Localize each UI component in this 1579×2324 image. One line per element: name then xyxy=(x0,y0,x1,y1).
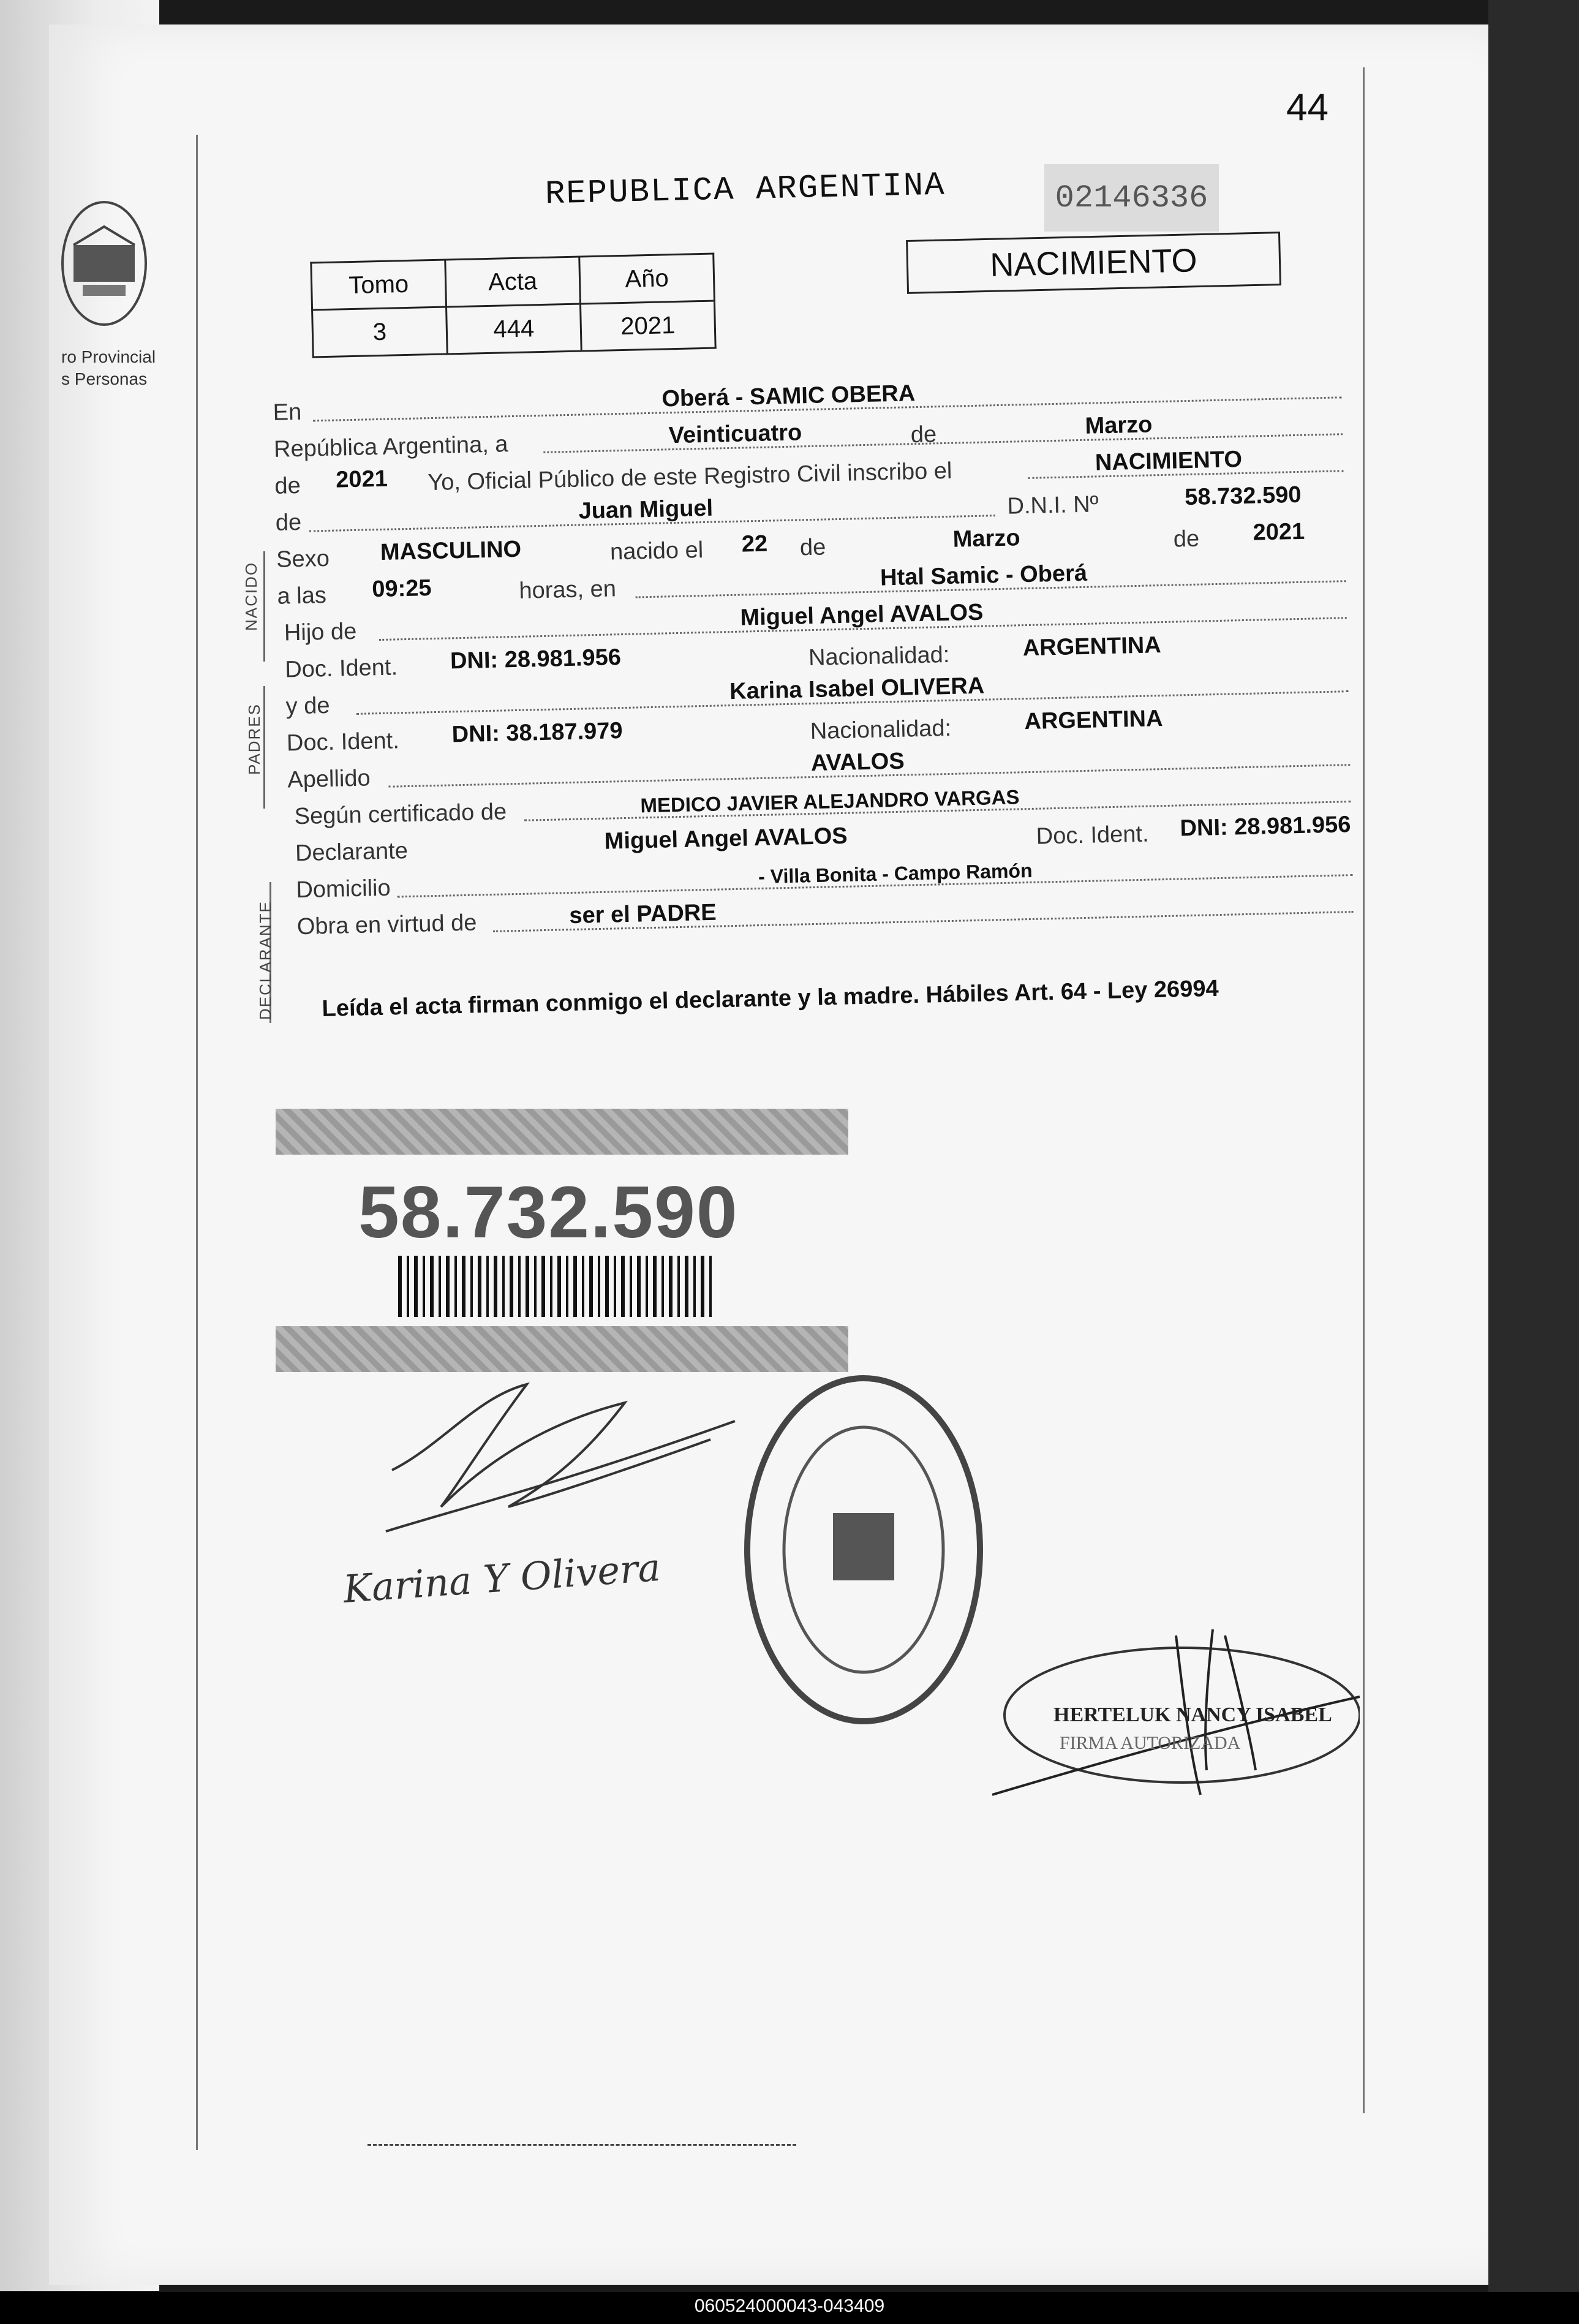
birth-year: 2021 xyxy=(1253,518,1305,546)
declarante-doc: DNI: 28.981.956 xyxy=(1180,812,1351,842)
declarante-doc-label: Doc. Ident. xyxy=(1036,821,1149,850)
ano-value: 2021 xyxy=(580,301,715,351)
registration-year: 2021 xyxy=(335,466,388,493)
registry-table xyxy=(310,253,716,358)
obra-label: Obra en virtud de xyxy=(296,910,477,940)
padres-side-label: PADRES xyxy=(245,703,263,775)
document-title: REPUBLICA ARGENTINA xyxy=(545,167,946,214)
birth-place: Htal Samic - Oberá xyxy=(880,560,1088,591)
nacido-bracket xyxy=(263,551,265,662)
act-value: NACIMIENTO xyxy=(1095,447,1243,476)
closing-statement: Leída el acta firman conmigo el declarante y la madre. Hábiles Art. 64 - Ley 26994 xyxy=(322,975,1219,1022)
hijo-label: Hijo de xyxy=(284,618,357,646)
dni-sticker xyxy=(276,1109,848,1372)
father-doc-label: Doc. Ident. xyxy=(284,654,398,683)
de2-label: de xyxy=(275,509,302,536)
barcode-icon xyxy=(398,1256,717,1317)
declarante-side-label: DECLARANTE xyxy=(256,900,274,1020)
en-label: En xyxy=(273,399,302,426)
dni-label: D.N.I. Nº xyxy=(1007,491,1099,519)
serial-number: 02146336 xyxy=(1044,164,1219,232)
declarante-label: Declarante xyxy=(295,838,409,867)
mother-nat-label: Nacionalidad: xyxy=(810,715,952,745)
nacido-label: nacido el xyxy=(609,537,704,565)
seal-caption-line2: s Personas xyxy=(61,369,148,388)
seal-caption-line1: ro Provincial xyxy=(61,347,156,366)
apellido-label: Apellido xyxy=(287,765,371,793)
authorized-name: HERTELUK NANCY ISABEL xyxy=(1053,1703,1332,1726)
domicilio-value: - Villa Bonita - Campo Ramón xyxy=(758,859,1033,888)
registration-month: Marzo xyxy=(1085,412,1153,439)
authorized-title: FIRMA AUTORIZADA xyxy=(1060,1733,1241,1753)
father-nat-label: Nacionalidad: xyxy=(808,641,950,671)
mother-name: Karina Isabel OLIVERA xyxy=(729,673,985,705)
dni-sticker-number: 58.732.590 xyxy=(358,1171,739,1253)
sexo-label: Sexo xyxy=(276,545,330,573)
frame-left-rule xyxy=(196,135,198,2150)
apellido-value: AVALOS xyxy=(810,748,905,777)
record-lines xyxy=(269,368,1360,943)
mother-nationality: ARGENTINA xyxy=(1024,706,1163,735)
act-type-box: NACIMIENTO xyxy=(906,232,1281,294)
cert-label: Según certificado de xyxy=(294,799,507,830)
father-nationality: ARGENTINA xyxy=(1022,632,1162,662)
dni-sticker-band-top xyxy=(276,1109,848,1155)
ano-header: Año xyxy=(579,254,715,304)
mother-doc-label: Doc. Ident. xyxy=(286,728,400,756)
birth-day: 22 xyxy=(741,530,768,557)
obra-value: ser el PADRE xyxy=(569,899,717,929)
birth-month: Marzo xyxy=(952,525,1020,553)
tomo-value: 3 xyxy=(312,307,448,357)
registry-stamp-icon xyxy=(735,1366,992,1734)
sexo-value: MASCULINO xyxy=(380,536,522,565)
seal-caption xyxy=(61,346,156,390)
authorized-signature-icon xyxy=(992,1611,1360,1807)
de-label: de xyxy=(274,472,301,499)
de3-label: de xyxy=(799,534,826,561)
tomo-header: Tomo xyxy=(311,260,447,310)
certifier: MEDICO JAVIER ALEJANDRO VARGAS xyxy=(640,785,1020,817)
footer-code: 060524000043-043409 xyxy=(694,2296,885,2316)
child-name: Juan Miguel xyxy=(578,495,714,524)
day-words: Veinticuatro xyxy=(668,420,802,449)
birth-time: 09:25 xyxy=(371,575,432,603)
yo-text: Yo, Oficial Público de este Registro Civil inscribo el xyxy=(427,458,952,496)
scan-background xyxy=(1488,0,1579,2324)
child-dni: 58.732.590 xyxy=(1184,481,1302,511)
mother-doc: DNI: 38.187.979 xyxy=(451,718,624,748)
en-value: Oberá - SAMIC OBERA xyxy=(661,380,916,412)
declarant-signature-icon xyxy=(367,1348,766,1568)
republica-label: República Argentina, a xyxy=(273,431,508,462)
frame-right-rule xyxy=(1363,67,1365,2113)
horas-label: horas, en xyxy=(518,576,617,604)
nacido-side-label: NACIDO xyxy=(242,561,260,631)
province-seal-icon xyxy=(58,196,150,337)
alas-label: a las xyxy=(277,582,327,609)
mother-signature: Karina Y Olivera xyxy=(342,1544,662,1612)
father-name: Miguel Angel AVALOS xyxy=(740,599,984,631)
father-doc: DNI: 28.981.956 xyxy=(450,644,622,674)
republica-de: de xyxy=(910,421,937,448)
yde-label: y de xyxy=(285,692,330,720)
de4-label: de xyxy=(1173,526,1200,553)
bottom-dashes xyxy=(367,2144,796,2146)
acta-value: 444 xyxy=(447,304,582,354)
declarante-name: Miguel Angel AVALOS xyxy=(604,823,848,855)
acta-header: Acta xyxy=(445,257,581,307)
page-number: 44 xyxy=(1286,86,1328,129)
domicilio-label: Domicilio xyxy=(295,875,391,904)
